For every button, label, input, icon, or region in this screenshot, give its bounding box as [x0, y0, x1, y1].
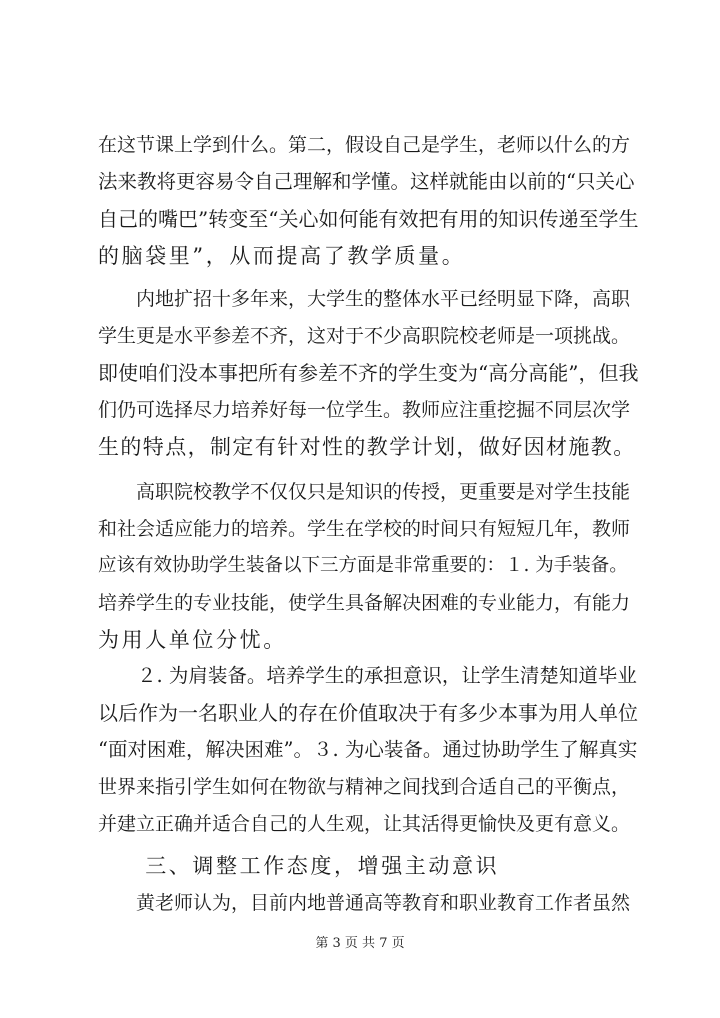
text-line-8: 们仍可选择尽力培养好每一位学生。教师应注重挖掘不同层次学 — [98, 399, 631, 421]
text-line-19: 并建立正确并适合自己的人生观，让其活得更愉快及更有意义。 — [98, 813, 631, 835]
text-line-10: 高职院校教学不仅仅只是知识的传授，更重要是对学生技能 — [98, 481, 631, 503]
section-heading: 三、调整工作态度，增强主动意识 — [98, 854, 500, 878]
page-number-footer: 第 3 页 共 7 页 — [315, 936, 405, 951]
text-line-9: 生的特点，制定有针对性的教学计划，做好因材施教。 — [98, 435, 636, 459]
text-line-4: 的脑袋里”，从而提高了教学质量。 — [98, 244, 466, 268]
text-line-7: 即使咱们没本事把所有参差不齐的学生变为“高分高能”，但我 — [98, 361, 639, 385]
text-line-14: 为用人单位分忧。 — [98, 628, 287, 652]
text-line-1: 在这节课上学到什么。第二，假设自己是学生，老师以什么的方 — [98, 134, 631, 156]
text-line-16: 以后作为一名职业人的存在价值取决于有多少本事为用人单位 — [98, 701, 638, 725]
text-line-5: 内地扩招十多年来，大学生的整体水平已经明显下降，高职 — [98, 288, 631, 310]
text-line-2: 法来教将更容易令自己理解和学懂。这样就能由以前的“只关心 — [98, 170, 635, 193]
text-line-12: 应该有效协助学生装备以下三方面是非常重要的：１. 为手装备。 — [98, 555, 628, 576]
text-line-11: 和社会适应能力的培养。学生在学校的时间只有短短几年，教师 — [98, 518, 631, 540]
text-line-3: 自己的嘴巴”转变至“关心如何能有效把有用的知识传递至学生 — [98, 207, 639, 231]
text-line-21: 黄老师认为，目前内地普通高等教育和职业教育工作者虽然 — [98, 892, 631, 914]
text-line-6: 学生更是水平参差不齐，这对于不少高职院校老师是一项挑战。 — [98, 325, 631, 347]
text-line-13: 培养学生的专业技能，使学生具备解决困难的专业能力，有能力 — [98, 592, 631, 614]
text-line-15: ２. 为肩装备。培养学生的承担意识，让学生清楚知道毕业 — [98, 664, 637, 687]
text-line-17: “面对困难，解决困难”。３. 为心装备。通过协助学生了解真实 — [98, 738, 638, 761]
text-line-18: 世界来指引学生如何在物欲与精神之间找到合适自己的平衡点， — [98, 776, 631, 798]
